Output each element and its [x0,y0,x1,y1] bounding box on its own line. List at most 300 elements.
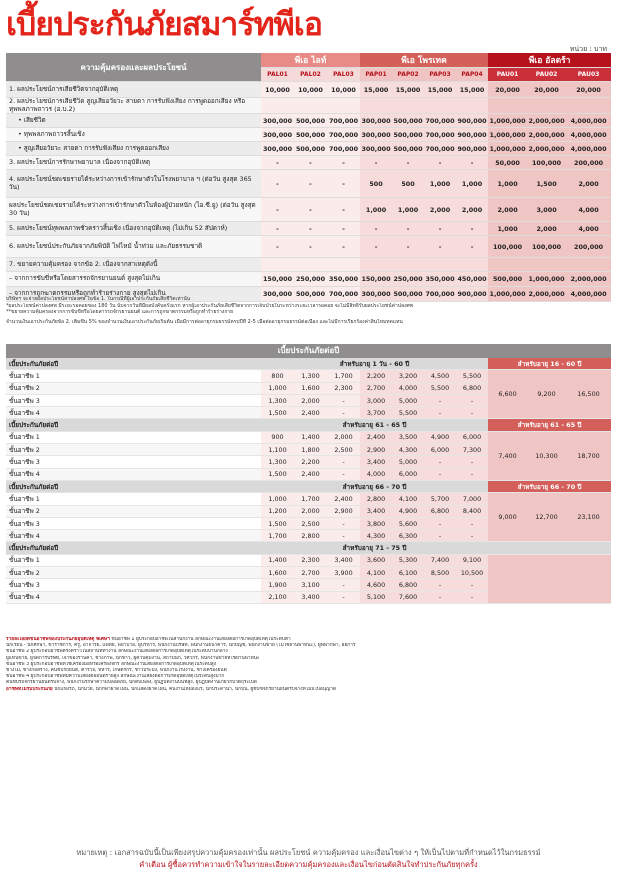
coverage-value: 500,000 [294,142,327,156]
coverage-value: 300,000 [261,114,294,128]
coverage-value: 500,000 [294,287,327,302]
premium-value: 1,600 [261,567,294,579]
premium-value: 2,300 [294,554,327,566]
premium-value: 2,900 [360,444,392,456]
coverage-row [6,222,611,236]
premium-value: 4,000 [392,382,424,394]
premium-value: 1,600 [294,382,327,394]
coverage-value: 1,000 [360,198,392,222]
premium-value: 5,100 [360,591,392,603]
coverage-value: - [294,236,327,258]
premium-value: 2,000 [294,394,327,406]
premium-value: 7,400 [424,554,456,566]
coverage-value: 500 [392,170,424,198]
premium-value: 3,800 [360,517,392,529]
premium-value: 5,000 [392,456,424,468]
coverage-value: 500 [360,170,392,198]
premium-value: - [424,407,456,419]
coverage-value: 200,000 [566,236,611,258]
coverage-value: 350,000 [327,272,360,287]
age-band-row [6,419,611,431]
coverage-value: 4,000,000 [566,114,611,128]
age-band-row [6,542,611,554]
premium-value: 1,500 [261,407,294,419]
coverage-value: 3,000 [527,198,566,222]
premium-value: 5,300 [392,554,424,566]
coverage-header-label: ความคุ้มครองและผลประโยชน์ [6,53,261,82]
coverage-value: 4,000,000 [566,128,611,142]
coverage-value: 2,000,000 [566,272,611,287]
occupation-text: คนขับรถจักรยานยนต์รับจ้าง, พนักงานรักษาความปลอดภัย, นักดับเพลิง, ผู้ปฏิบัติงานบนที่สูง, ผู้ปฏิบัติงานเกี่ยวกับวัตถุระเบิด [6,680,257,686]
coverage-value: 1,000,000 [488,128,527,142]
coverage-row [6,236,611,258]
coverage-value: 350,000 [424,272,456,287]
premium-value: 2,500 [294,517,327,529]
coverage-value [261,258,294,272]
age-band: สำหรับอายุ 61 - 65 ปี [261,419,488,431]
coverage-value: - [294,222,327,236]
footer-remark: หมายเหตุ : เอกสารฉบับนี้เป็นเพียงสรุปความคุ้มครองเท่านั้น ผลประโยชน์ ความคุ้มครอง และเงื่อนไขต่าง ๆ ให้เป็นไปตามที่กำหนดไว้ในกรมธรรม์ [76,848,541,857]
coverage-label: 2. ผลประโยชน์การเสียชีวิต สูญเสียอวัยวะ สายตา การรับฟังเสียง การพูดออกเสียง หรือทุพพลภาพถาวร (อ.บ.2) [6,98,261,114]
coverage-value: 20,000 [488,82,527,98]
premium-value: 2,000 [294,505,327,517]
coverage-value: 200,000 [566,156,611,170]
premium-value: 1,000 [261,382,294,394]
coverage-value: - [261,156,294,170]
premium-value: 3,400 [360,456,392,468]
occupation-class: ขั้นอาชีพ 2 [6,444,261,456]
premium-value: - [456,530,488,542]
coverage-label: 6. ผลประโยชน์ประกันภัยจากภัยพิบัติ ไฟไหม้ น้ำท่วม และภัยธรรมชาติ [6,236,261,258]
occupation-text: ขั้นอาชีพ 3 ผู้ประกอบอาชีพที่ใช้เครื่องมือหรือเครื่องจักร ลักษณะงานเสี่ยงต่อการเกิดอุบัติเหตุในระดับสูง [6,661,217,667]
premium-value: 3,900 [327,567,360,579]
coverage-value: - [456,222,488,236]
premium-value: 2,800 [294,530,327,542]
coverage-value [327,258,360,272]
coverage-value: 900,000 [456,287,488,302]
coverage-value: 2,000 [527,222,566,236]
coverage-value: 1,000,000 [488,114,527,128]
coverage-value: 700,000 [424,114,456,128]
plan-code: PAP02 [392,68,424,82]
premium-value: 3,400 [360,505,392,517]
premium-label-header: เบี้ยประกันภัยต่อปี [6,480,261,492]
coverage-value: - [261,222,294,236]
coverage-label: ผลประโยชน์ชดเชยรายได้ระหว่างการเข้ารักษาตัวในห้องผู้ป่วยหนัก (ไอ.ซี.ยู) (ต่อวัน สูงสุด 30 วัน) [6,198,261,222]
coverage-value: 2,000 [488,198,527,222]
plan-code: PAL02 [294,68,327,82]
coverage-value: - [424,156,456,170]
coverage-value: 500,000 [488,272,527,287]
coverage-label: – จากการขับขี่หรือโดยสารรถจักรยานยนต์ สูงสุดไม่เกิน [6,272,261,287]
coverage-value: - [294,156,327,170]
coverage-value: 4,000,000 [566,287,611,302]
premium-value: - [424,456,456,468]
coverage-label: – จากการถูกฆาตกรรมหรือถูกทำร้ายร่างกาย สูงสุดไม่เกิน [6,287,261,302]
occupation-class: ขั้นอาชีพ 2 [6,505,261,517]
coverage-value: 100,000 [527,156,566,170]
note-line: *ผลประโยชน์ค่าปลงศพ มีระยะรอคอยของ 180 วัน นับจากวันที่มีผลบังคับครั้งแรก หากผู้เอาประกันภัยเสียชีวิตจากการเจ็บป่วยในระหว่างระยะเวลารอคอย จะไม่มีสิทธิ์รับผลประโยชน์ค่าปลงศพ [6,302,414,309]
occupation-class: ขั้นอาชีพ 3 [6,456,261,468]
coverage-value: 900,000 [456,114,488,128]
premium-value: - [327,394,360,406]
coverage-value: 700,000 [424,128,456,142]
premium-value: - [424,591,456,603]
coverage-value: 1,000 [424,170,456,198]
premium-value: 4,300 [360,530,392,542]
premium-value: 4,100 [360,567,392,579]
coverage-value: 700,000 [424,287,456,302]
premium-value: 3,600 [360,554,392,566]
premium-value-ultra [566,554,611,603]
coverage-value [360,98,392,114]
premium-value: 2,100 [261,591,294,603]
premium-value: 1,100 [261,444,294,456]
unit-label: หน่วย : บาท [569,45,607,53]
plan-code: PAL01 [261,68,294,82]
premium-row [6,431,611,443]
occupation-text: ขั้นอาชีพ 1 ผู้ประกอบอาชีพในสำนักงาน ลักษณะงานเสี่ยงต่อการเกิดอุบัติเหตุในระดับต่ำ [111,637,291,642]
coverage-value: 1,000 [392,198,424,222]
premium-value: - [327,407,360,419]
premium-value: 1,400 [261,554,294,566]
age-band: สำหรับอายุ 71 - 75 ปี [261,542,488,554]
coverage-label: 4. ผลประโยชน์ชดเชยรายได้ระหว่างการเข้ารักษาตัวในโรงพยาบาล ฯ (ต่อวัน สูงสุด 365 วัน) [6,170,261,198]
age-band-ultra: สำหรับอายุ 61 - 65 ปี [488,419,611,431]
coverage-value: 1,000 [456,170,488,198]
coverage-value: 1,000 [488,170,527,198]
coverage-value: 10,000 [261,82,294,98]
premium-value: 2,500 [327,444,360,456]
premium-value: - [327,530,360,542]
plan-code: PAU03 [566,68,611,82]
coverage-value: 2,000,000 [527,114,566,128]
premium-value-ultra: 9,000 [488,493,527,542]
premium-value: 4,100 [392,493,424,505]
premium-row [6,370,611,382]
coverage-value: - [327,156,360,170]
premium-value: 3,100 [294,579,327,591]
premium-value: - [424,530,456,542]
coverage-value [488,98,527,114]
premium-value: 1,300 [294,370,327,382]
occupation-class: ขั้นอาชีพ 3 [6,579,261,591]
coverage-value [527,258,566,272]
plan-code: PAU01 [488,68,527,82]
coverage-value: 700,000 [327,142,360,156]
coverage-value: 700,000 [327,114,360,128]
premium-value: 900 [261,431,294,443]
coverage-value: - [392,156,424,170]
coverage-row [6,98,611,114]
coverage-value: 4,000,000 [566,142,611,156]
premium-value: 1,300 [261,456,294,468]
age-band: สำหรับอายุ 66 - 70 ปี [261,480,488,492]
premium-value: 2,200 [294,456,327,468]
coverage-value: - [261,170,294,198]
occupation-class: ขั้นอาชีพ 4 [6,468,261,480]
premium-value: 6,800 [424,505,456,517]
premium-value: 1,700 [294,493,327,505]
coverage-value: 150,000 [261,272,294,287]
premium-value-ultra: 10,300 [527,431,566,480]
coverage-value: 1,000,000 [488,287,527,302]
occupation-heading: รายละเอียดขั้นอาชีพของประกันภัยอุบัติเหตุ พิเศษฯ [6,637,110,642]
premium-value-ultra: 7,400 [488,431,527,480]
premium-value: 7,300 [456,444,488,456]
premium-value: 2,400 [360,431,392,443]
coverage-value: 10,000 [294,82,327,98]
plan-code: PAU02 [527,68,566,82]
coverage-value: 300,000 [261,142,294,156]
premium-value: - [327,591,360,603]
premium-value: 4,500 [424,370,456,382]
coverage-value: 300,000 [360,114,392,128]
premium-value: 2,900 [327,505,360,517]
premium-value: 5,000 [392,394,424,406]
age-band-row [6,358,611,370]
coverage-row [6,142,611,156]
premium-value: 5,600 [392,517,424,529]
occupation-details [6,637,611,693]
coverage-value: 300,000 [360,287,392,302]
occupation-class: ขั้นอาชีพ 3 [6,394,261,406]
coverage-value: 15,000 [360,82,392,98]
coverage-value: 300,000 [261,287,294,302]
coverage-value: - [261,198,294,222]
premium-value: 3,200 [392,370,424,382]
coverage-value: - [360,236,392,258]
coverage-value: - [327,198,360,222]
coverage-value: 15,000 [456,82,488,98]
premium-value: 6,800 [392,579,424,591]
premium-value: - [424,394,456,406]
premium-value: 2,300 [327,382,360,394]
premium-value: - [456,579,488,591]
coverage-value: 15,000 [392,82,424,98]
premium-value: 2,800 [360,493,392,505]
premium-value-ultra: 18,700 [566,431,611,480]
premium-value: 2,400 [327,493,360,505]
occupation-line [6,687,611,693]
coverage-value: - [360,156,392,170]
coverage-value: 2,000,000 [527,287,566,302]
coverage-value: 15,000 [424,82,456,98]
plan-code: PAP01 [360,68,392,82]
premium-value: 8,500 [424,567,456,579]
coverage-value [327,98,360,114]
premium-row [6,493,611,505]
coverage-value: 500,000 [294,114,327,128]
coverage-value: 4,000 [566,222,611,236]
coverage-value: 500,000 [392,114,424,128]
premium-value: 7,600 [392,591,424,603]
coverage-row [6,272,611,287]
premium-value: 4,000 [360,468,392,480]
premium-value-ultra [488,554,527,603]
coverage-label: • สูญเสียอวัยวะ สายตา การรับฟังเสียง การพูดออกเสียง [6,142,261,156]
coverage-value: 700,000 [424,142,456,156]
premium-value: 1,300 [261,394,294,406]
premium-value: 2,400 [294,468,327,480]
premium-value: 2,700 [294,567,327,579]
premium-value: - [327,517,360,529]
occupation-class: ขั้นอาชีพ 4 [6,530,261,542]
premium-value-ultra: 6,600 [488,370,527,419]
coverage-value: - [456,156,488,170]
occupation-text: ขั้นอาชีพ 2 ผู้ประกอบอาชีพครั้งคราวในสถานที่ทำงาน ลักษณะงานเสี่ยงต่อการเกิดอุบัติเหตุในระดับปานกลาง [6,649,228,655]
note-line: บริษัทฯ จะจ่ายผลประโยชน์ค่าปลงศพ ในข้อ 1. ในกรณีที่ผู้เอาประกันภัยเสียชีวิตเท่านั้น [6,296,191,302]
premium-value: - [327,456,360,468]
premium-value: 8,400 [456,505,488,517]
occupation-text: ผู้แทนขาย, ผู้จัดการบริษัท, เจ้าของร้านค้า, ช่างภาพ, นักข่าว, ผู้ควบคุมงาน, สถาปนิก, วิศวกร, พนักงานขายที่ใช้ยานพาหนะ [6,655,260,661]
coverage-value: 300,000 [261,128,294,142]
premium-value: 6,000 [392,468,424,480]
premium-value: 3,000 [360,394,392,406]
premium-value: 5,500 [456,370,488,382]
premium-value: 4,600 [360,579,392,591]
coverage-row [6,170,611,198]
coverage-value [424,98,456,114]
occupation-heading: อาชีพที่ไม่รับประกันภัย [6,686,53,692]
premium-value: 5,500 [424,382,456,394]
occupation-class: ขั้นอาชีพ 1 [6,493,261,505]
occupation-class: ขั้นอาชีพ 4 [6,591,261,603]
coverage-value: 700,000 [327,287,360,302]
coverage-value: 1,000,000 [527,272,566,287]
premium-value-ultra: 12,700 [527,493,566,542]
premium-value: 6,800 [456,382,488,394]
premium-value-ultra: 23,100 [566,493,611,542]
page-title: เบี้ยประกันภัยสมาร์ทพีเอ [6,5,322,43]
plan-group-protect: พีเอ โพรเทค [360,53,488,68]
coverage-label: • ทุพพลภาพถาวรสิ้นเชิง [6,128,261,142]
coverage-value: 250,000 [392,272,424,287]
coverage-value [294,98,327,114]
premium-value: 2,700 [360,382,392,394]
coverage-value [456,98,488,114]
coverage-value: 900,000 [456,142,488,156]
premium-value: 1,900 [261,579,294,591]
coverage-row [6,82,611,98]
coverage-value: 900,000 [456,128,488,142]
premium-value: - [327,468,360,480]
plan-code: PAL03 [327,68,360,82]
occupation-class: ขั้นอาชีพ 1 [6,370,261,382]
premium-value: 4,900 [424,431,456,443]
premium-value: 5,700 [424,493,456,505]
coverage-value: 500,000 [392,287,424,302]
occupation-text: นักเรียน - นักศึกษา, ข้าราชการ, ครู, อาจารย์, แพทย์, พยาบาล, ผู้บริหาร, พนักงานบริษัท, พนักงานธนาคาร, นักบัญชี, พนักงานขาย (ไม่ใช้ยานพาหนะ), ผู้พิพากษา, อัยการ [6,643,356,649]
coverage-value: 2,000,000 [527,128,566,142]
coverage-value [392,258,424,272]
coverage-value: 2,000 [456,198,488,222]
coverage-value: - [327,236,360,258]
premium-value: - [456,407,488,419]
premium-value: 2,000 [327,431,360,443]
coverage-value [488,258,527,272]
coverage-value: - [327,170,360,198]
premium-value: 7,000 [456,493,488,505]
coverage-value: 20,000 [566,82,611,98]
premium-label-header: เบี้ยประกันภัยต่อปี [6,419,261,431]
premium-row [6,554,611,566]
occupation-class: ขั้นอาชีพ 2 [6,567,261,579]
age-band-row [6,480,611,492]
coverage-value [392,98,424,114]
coverage-value: 4,000 [566,198,611,222]
premium-value: - [456,517,488,529]
coverage-value [566,258,611,272]
premium-value: 800 [261,370,294,382]
premium-value: - [424,468,456,480]
plan-code: PAP03 [424,68,456,82]
coverage-value [456,258,488,272]
premium-value: - [327,579,360,591]
occupation-class: ขั้นอาชีพ 1 [6,554,261,566]
premium-value: 6,100 [392,567,424,579]
plan-group-lite: พีเอ ไลท์ [261,53,360,68]
premium-value: 2,400 [294,407,327,419]
coverage-label: • เสียชีวิต [6,114,261,128]
premium-value: 1,700 [327,370,360,382]
premium-value: 3,400 [294,591,327,603]
premium-value-ultra: 16,500 [566,370,611,419]
coverage-value: - [294,170,327,198]
premium-value: 4,900 [392,505,424,517]
occupation-class: ขั้นอาชีพ 1 [6,431,261,443]
premium-value-ultra [527,554,566,603]
premium-value: 1,000 [261,493,294,505]
coverage-value: - [327,222,360,236]
premium-value: 3,400 [327,554,360,566]
coverage-value [424,258,456,272]
age-band-ultra [488,542,611,554]
age-band-ultra: สำหรับอายุ 66 - 70 ปี [488,480,611,492]
premium-value: 1,500 [261,468,294,480]
coverage-value: 2,000 [566,170,611,198]
premium-value: 1,400 [294,431,327,443]
coverage-value: 250,000 [294,272,327,287]
note-line: **ขยายความคุ้มครองจากการขับขี่หรือโดยสารรถจักรยานยนต์ และการถูกฆาตกรรมหรือถูกทำร้ายร่างกาย [6,309,234,315]
age-band: สำหรับอายุ 1 วัน - 60 ปี [261,358,488,370]
coverage-row [6,114,611,128]
coverage-value: 50,000 [488,156,527,170]
coverage-value: 10,000 [327,82,360,98]
premium-value: 3,700 [360,407,392,419]
premium-value: 6,000 [456,431,488,443]
occupation-text: ขั้นอาชีพ 4 ผู้ประกอบอาชีพที่มีความเสี่ยงต่ออันตรายสูง ลักษณะงานเสี่ยงต่อการเกิดอุบัติเหตุในระดับสูงมาก [6,674,225,680]
coverage-label: 1. ผลประโยชน์การเสียชีวิตจากอุบัติเหตุ [6,82,261,98]
occupation-class: ขั้นอาชีพ 2 [6,382,261,394]
coverage-value: 1,500 [527,170,566,198]
plan-code: PAP04 [456,68,488,82]
coverage-value [360,258,392,272]
coverage-value: 700,000 [327,128,360,142]
coverage-value [566,98,611,114]
footer-warning: คำเตือน ผู้ซื้อควรทำความเข้าใจในรายละเอียดความคุ้มครองและเงื่อนไขก่อนตัดสินใจทำประกันภัยทุกครั้ง [139,860,478,869]
coverage-row [6,258,611,272]
coverage-value: - [424,236,456,258]
occupation-text: นักแข่งรถ, นักมวย, นักกีฬาผาดโผน, นักแสดงผาดโผน, คนงานเหมืองแร่, นักประดาน้ำ, นักบิน, ผู้ขับขี่จักรยานยนต์รับจ้างที่ไม่มีใบอนุญาต [54,686,336,692]
coverage-value: - [360,222,392,236]
coverage-value [261,98,294,114]
coverage-value: 450,000 [456,272,488,287]
coverage-value: 500,000 [294,128,327,142]
coverage-value: 20,000 [527,82,566,98]
coverage-value: 500,000 [392,142,424,156]
premium-table [6,358,611,604]
